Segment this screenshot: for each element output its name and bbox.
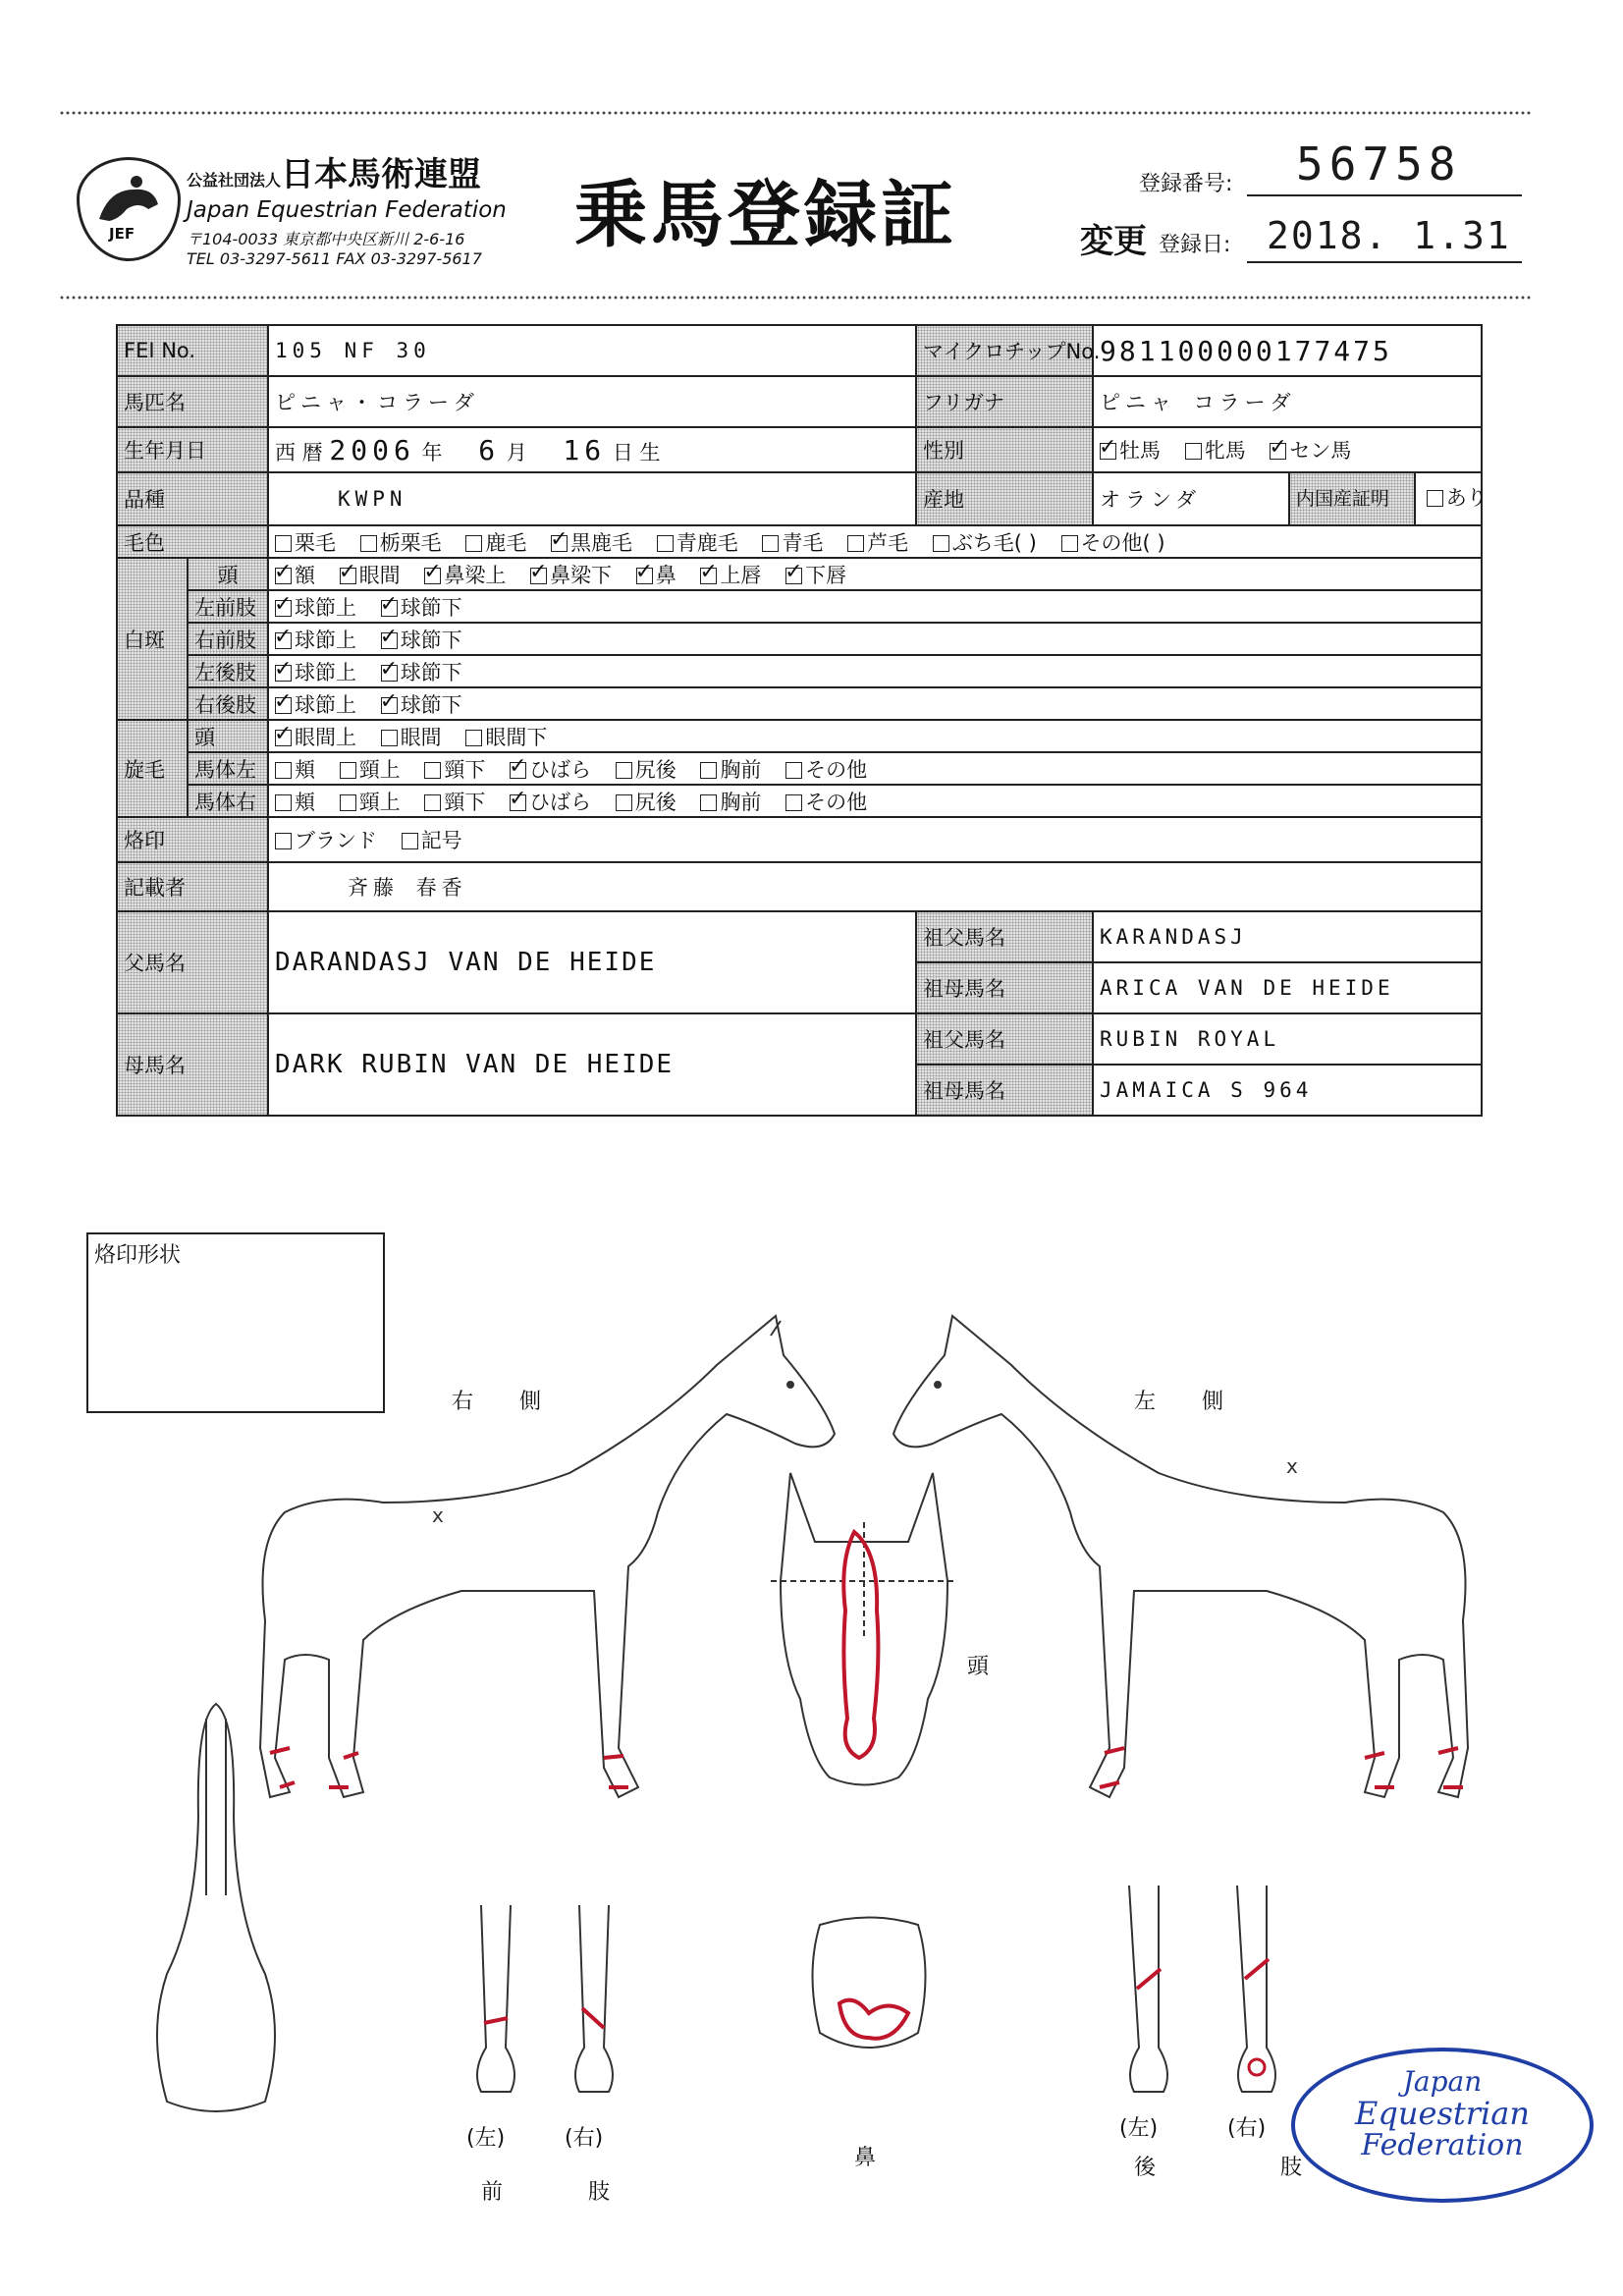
whorl-row-right bbox=[117, 785, 1482, 817]
name-value[interactable]: ピニャ・コラーダ bbox=[268, 376, 916, 427]
whorl-option[interactable]: 頸下 bbox=[424, 758, 485, 782]
reg-date-underline bbox=[1247, 261, 1522, 263]
coat-option[interactable]: ぶち毛( ) bbox=[933, 531, 1037, 555]
checkbox-icon bbox=[381, 600, 398, 617]
hindleg-right-label: (右) bbox=[1227, 2116, 1267, 2141]
row-recorder bbox=[117, 862, 1482, 911]
sire-gdam-value[interactable]: ARICA VAN DE HEIDE bbox=[1093, 962, 1482, 1013]
kana-value[interactable]: ピニャ コラーダ bbox=[1093, 376, 1482, 427]
checkbox-icon bbox=[275, 632, 292, 649]
checkbox-icon bbox=[847, 535, 864, 552]
whorl-option[interactable]: 眼間 bbox=[381, 726, 442, 749]
org-block bbox=[187, 147, 507, 268]
row-fei bbox=[117, 325, 1482, 376]
head-label: 頭 bbox=[967, 1655, 990, 1679]
svg-text:x: x bbox=[432, 1503, 444, 1527]
coat-option[interactable]: その他( ) bbox=[1061, 531, 1165, 555]
foreleg-right-diagram bbox=[565, 1900, 623, 2097]
white-option[interactable]: ✓ 球節下 bbox=[381, 693, 462, 717]
checkbox-icon bbox=[933, 535, 949, 552]
reg-no-label: 登録番号: bbox=[1139, 172, 1233, 196]
checkbox-icon bbox=[510, 762, 526, 779]
row-brand bbox=[117, 817, 1482, 862]
sire-gsire-value[interactable]: KARANDASJ bbox=[1093, 911, 1482, 962]
checkbox-icon bbox=[275, 762, 292, 779]
white-row-rf bbox=[117, 623, 1482, 655]
birth-month-unit: 月 bbox=[506, 440, 527, 465]
org-contact: TEL 03-3297-5611 FAX 03-3297-5617 bbox=[187, 249, 482, 268]
reg-no-underline bbox=[1247, 194, 1522, 196]
white-row-rh bbox=[117, 687, 1482, 720]
brand-label: 烙印 bbox=[117, 817, 268, 862]
whorl-option[interactable]: 頸上 bbox=[340, 758, 401, 782]
white-option[interactable]: ✓ 球節下 bbox=[381, 629, 462, 652]
checkbox-icon bbox=[275, 794, 292, 811]
white-option[interactable]: ✓ 下唇 bbox=[785, 564, 846, 587]
checkbox-icon bbox=[381, 730, 398, 746]
nose-label: 鼻 bbox=[854, 2146, 877, 2170]
doc-title: 乗馬登録証 bbox=[574, 173, 957, 257]
white-part: 頭 bbox=[188, 558, 268, 590]
horse-rider-icon bbox=[80, 160, 178, 258]
coat-option[interactable]: 鹿毛 bbox=[465, 531, 526, 555]
org-address: 〒104-0033 東京都中央区新川 2-6-16 bbox=[187, 230, 465, 248]
checkbox-icon bbox=[1100, 443, 1116, 460]
checkbox-icon bbox=[381, 697, 398, 714]
checkbox-icon bbox=[424, 762, 441, 779]
whorl-part: 頭 bbox=[188, 720, 268, 752]
row-birth bbox=[117, 427, 1482, 472]
coat-label: 毛色 bbox=[117, 525, 268, 558]
white-part: 左前肢 bbox=[188, 590, 268, 623]
recorder-label: 記載者 bbox=[117, 862, 268, 911]
svg-text:x: x bbox=[1286, 1454, 1298, 1478]
checkbox-icon bbox=[657, 535, 674, 552]
white-options bbox=[268, 687, 1482, 720]
sex-option-gelding[interactable]: ✓ セン馬 bbox=[1270, 439, 1351, 463]
checkbox-icon bbox=[275, 833, 292, 849]
dam-gsire-label: 祖父馬名 bbox=[916, 1013, 1093, 1065]
coat-option[interactable]: 芦毛 bbox=[847, 531, 908, 555]
checkbox-icon bbox=[465, 730, 482, 746]
white-label: 白斑 bbox=[117, 558, 188, 720]
whorl-option[interactable]: 尻後 bbox=[616, 758, 676, 782]
hindleg-left-label: (左) bbox=[1119, 2116, 1159, 2141]
whorl-option[interactable]: ✓ 眼間上 bbox=[275, 726, 356, 749]
foreleg-caption: 前 肢 bbox=[481, 2180, 649, 2205]
whorl-option[interactable]: 頬 bbox=[275, 758, 315, 782]
org-name-en: Japan Equestrian Federation bbox=[187, 197, 507, 223]
birth-month[interactable]: 6 bbox=[478, 433, 501, 466]
white-option[interactable]: ✓ 球節上 bbox=[275, 693, 356, 717]
brand-option[interactable]: ブランド bbox=[275, 829, 377, 852]
whorl-options bbox=[268, 785, 1482, 817]
row-dam-1 bbox=[117, 1013, 1482, 1065]
domestic-option[interactable]: あり bbox=[1427, 486, 1488, 510]
white-option[interactable]: ✓ 鼻梁下 bbox=[530, 564, 612, 587]
stamp-line3: Federation bbox=[1361, 2128, 1524, 2162]
white-options bbox=[268, 623, 1482, 655]
org-name-jp: 日本馬術連盟 bbox=[281, 155, 482, 194]
change-mark: 変更 bbox=[1080, 222, 1147, 261]
foreleg-left-diagram bbox=[466, 1900, 525, 2097]
checkbox-icon bbox=[275, 697, 292, 714]
checkbox-icon bbox=[1185, 443, 1202, 460]
white-option[interactable]: ✓ 球節上 bbox=[275, 629, 356, 652]
checkbox-icon bbox=[275, 600, 292, 617]
white-row-lh bbox=[117, 655, 1482, 687]
recorder-value[interactable]: 斉藤 春香 bbox=[268, 862, 1482, 911]
foreleg-right-label: (右) bbox=[565, 2126, 604, 2151]
stamp-line2: Equestrian bbox=[1355, 2095, 1530, 2132]
row-coat bbox=[117, 525, 1482, 558]
checkbox-icon bbox=[762, 535, 779, 552]
origin-value[interactable]: オランダ bbox=[1093, 472, 1289, 525]
white-option[interactable]: ✓ 鼻梁上 bbox=[424, 564, 506, 587]
brand-option[interactable]: 記号 bbox=[402, 829, 462, 852]
nose-diagram bbox=[800, 1915, 938, 2082]
coat-option[interactable]: 青毛 bbox=[762, 531, 823, 555]
checkbox-icon bbox=[1270, 443, 1286, 460]
checkbox-icon bbox=[360, 535, 377, 552]
domestic-label: 内国産証明 bbox=[1290, 473, 1416, 524]
foreleg-left-label: (左) bbox=[466, 2126, 506, 2151]
fei-label: FEI No. bbox=[117, 325, 268, 376]
sex-options bbox=[1093, 427, 1482, 472]
kana-label: フリガナ bbox=[916, 376, 1093, 427]
reg-date-label: 登録日: bbox=[1159, 233, 1231, 257]
checkbox-icon bbox=[340, 762, 356, 779]
coat-option[interactable]: ✓ 黒鹿毛 bbox=[551, 531, 632, 555]
chip-label: マイクロチップNo. bbox=[916, 325, 1093, 376]
whorl-option[interactable]: ✓ ひばら bbox=[510, 758, 591, 782]
top-divider bbox=[59, 110, 1532, 116]
whorl-option[interactable]: その他 bbox=[785, 758, 867, 782]
white-option[interactable]: ✓ 額 bbox=[275, 564, 315, 587]
sire-gsire-label: 祖父馬名 bbox=[916, 911, 1093, 962]
org-prefix: 公益社団法人 bbox=[187, 171, 282, 190]
domestic-cell bbox=[1289, 472, 1488, 525]
header-divider bbox=[59, 295, 1532, 301]
checkbox-icon bbox=[381, 665, 398, 682]
hindleg-right-diagram bbox=[1227, 1881, 1286, 2097]
hindleg-caption: 後 肢 bbox=[1134, 2156, 1361, 2180]
brand-shape-label: 烙印形状 bbox=[94, 1243, 182, 1268]
birth-cell bbox=[268, 427, 916, 472]
checkbox-icon bbox=[275, 535, 292, 552]
white-option[interactable]: ✓ 鼻 bbox=[636, 564, 676, 587]
whorl-row-left bbox=[117, 752, 1482, 785]
checkbox-icon bbox=[530, 568, 547, 584]
white-part: 左後肢 bbox=[188, 655, 268, 687]
whorl-option[interactable]: ✓ ひばら bbox=[510, 791, 591, 814]
registration-table bbox=[116, 324, 1488, 1117]
coat-options bbox=[268, 525, 1482, 558]
checkbox-icon bbox=[700, 794, 717, 811]
stamp-line1: Japan bbox=[1402, 2065, 1483, 2098]
dam-gsire-value[interactable]: RUBIN ROYAL bbox=[1093, 1013, 1482, 1065]
checkbox-icon bbox=[465, 535, 482, 552]
chip-value[interactable]: 981100000177475 bbox=[1093, 325, 1482, 376]
checkbox-icon bbox=[785, 794, 802, 811]
sire-label: 父馬名 bbox=[117, 911, 268, 1013]
hindleg-left-diagram bbox=[1119, 1881, 1178, 2097]
coat-option[interactable]: 青鹿毛 bbox=[657, 531, 738, 555]
white-options bbox=[268, 655, 1482, 687]
whorl-option[interactable]: その他 bbox=[785, 791, 867, 814]
whorl-row-head bbox=[117, 720, 1482, 752]
checkbox-icon bbox=[700, 762, 717, 779]
name-label: 馬匹名 bbox=[117, 376, 268, 427]
white-row-head bbox=[117, 558, 1482, 590]
sex-label: 性別 bbox=[916, 427, 1093, 472]
white-option[interactable]: ✓ 球節下 bbox=[381, 596, 462, 620]
coat-option[interactable]: 栃栗毛 bbox=[360, 531, 442, 555]
checkbox-icon bbox=[785, 568, 802, 584]
checkbox-icon bbox=[636, 568, 653, 584]
whorl-options bbox=[268, 752, 1482, 785]
dam-value[interactable]: DARK RUBIN VAN DE HEIDE bbox=[268, 1013, 916, 1116]
white-options bbox=[268, 558, 1482, 590]
breed-label: 品種 bbox=[117, 472, 268, 525]
dam-label: 母馬名 bbox=[117, 1013, 268, 1116]
reg-date-value: 2018. 1.31 bbox=[1267, 214, 1511, 257]
head-front-diagram bbox=[761, 1463, 967, 1797]
white-option[interactable]: ✓ 眼間 bbox=[340, 564, 401, 587]
white-part: 右前肢 bbox=[188, 623, 268, 655]
whorl-label: 旋毛 bbox=[117, 720, 188, 817]
row-name bbox=[117, 376, 1482, 427]
fei-value[interactable]: 105 NF 30 bbox=[268, 325, 916, 376]
whorl-part: 馬体左 bbox=[188, 752, 268, 785]
sire-gdam-label: 祖母馬名 bbox=[916, 962, 1093, 1013]
whorl-option[interactable]: 眼間下 bbox=[465, 726, 547, 749]
jef-stamp bbox=[1291, 2048, 1594, 2203]
jef-logo bbox=[77, 157, 181, 261]
checkbox-icon bbox=[424, 794, 441, 811]
birth-year-unit: 年 bbox=[421, 440, 443, 465]
checkbox-icon bbox=[1427, 490, 1443, 507]
white-options bbox=[268, 590, 1482, 623]
whorl-option[interactable]: 頸上 bbox=[340, 791, 401, 814]
origin-label: 産地 bbox=[916, 472, 1093, 525]
checkbox-icon bbox=[340, 568, 356, 584]
checkbox-icon bbox=[402, 833, 418, 849]
white-option[interactable]: ✓ 球節上 bbox=[275, 661, 356, 684]
checkbox-icon bbox=[551, 535, 568, 552]
whorl-option[interactable]: 頬 bbox=[275, 791, 315, 814]
white-option[interactable]: ✓ 球節下 bbox=[381, 661, 462, 684]
row-breed bbox=[117, 472, 1482, 525]
checkbox-icon bbox=[275, 568, 292, 584]
reg-no-value: 56758 bbox=[1296, 137, 1462, 191]
checkbox-icon bbox=[381, 632, 398, 649]
birth-year[interactable]: 2006 bbox=[329, 433, 415, 466]
white-option[interactable]: ✓ 球節上 bbox=[275, 596, 356, 620]
checkbox-icon bbox=[424, 568, 441, 584]
checkbox-icon bbox=[275, 730, 292, 746]
whorl-options bbox=[268, 720, 1482, 752]
checkbox-icon bbox=[700, 568, 717, 584]
birth-label: 生年月日 bbox=[117, 427, 268, 472]
white-option[interactable]: ✓ 上唇 bbox=[700, 564, 761, 587]
brand-options bbox=[268, 817, 1482, 862]
birth-day[interactable]: 16 bbox=[563, 433, 607, 466]
sex-option-stallion[interactable]: ✓ 牡馬 bbox=[1100, 439, 1161, 463]
sex-option-mare[interactable]: 牝馬 bbox=[1185, 439, 1246, 463]
white-row-lf bbox=[117, 590, 1482, 623]
birth-day-unit: 日 生 bbox=[612, 440, 661, 465]
checkbox-icon bbox=[616, 762, 632, 779]
whorl-part: 馬体右 bbox=[188, 785, 268, 817]
checkbox-icon bbox=[510, 794, 526, 811]
checkbox-icon bbox=[340, 794, 356, 811]
logo-text: JEF bbox=[109, 225, 135, 243]
checkbox-icon bbox=[616, 794, 632, 811]
white-part: 右後肢 bbox=[188, 687, 268, 720]
sire-value[interactable]: DARANDASJ VAN DE HEIDE bbox=[268, 911, 916, 1013]
whorl-option[interactable]: 頸下 bbox=[424, 791, 485, 814]
whorl-option[interactable]: 胸前 bbox=[700, 758, 761, 782]
breed-value[interactable]: KWPN bbox=[268, 472, 916, 525]
dam-gdam-value[interactable]: JAMAICA S 964 bbox=[1093, 1065, 1482, 1116]
checkbox-icon bbox=[1061, 535, 1078, 552]
horse-top-view-diagram bbox=[137, 1699, 295, 2121]
whorl-option[interactable]: 胸前 bbox=[700, 791, 761, 814]
birth-era: 西 暦 bbox=[275, 440, 323, 465]
checkbox-icon bbox=[275, 665, 292, 682]
dam-gdam-label: 祖母馬名 bbox=[916, 1065, 1093, 1116]
whorl-option[interactable]: 尻後 bbox=[616, 791, 676, 814]
row-sire-1 bbox=[117, 911, 1482, 962]
checkbox-icon bbox=[785, 762, 802, 779]
coat-option[interactable]: 栗毛 bbox=[275, 531, 336, 555]
left-side-label: 左 側 bbox=[1134, 1390, 1243, 1414]
right-side-label: 右 側 bbox=[452, 1390, 561, 1414]
